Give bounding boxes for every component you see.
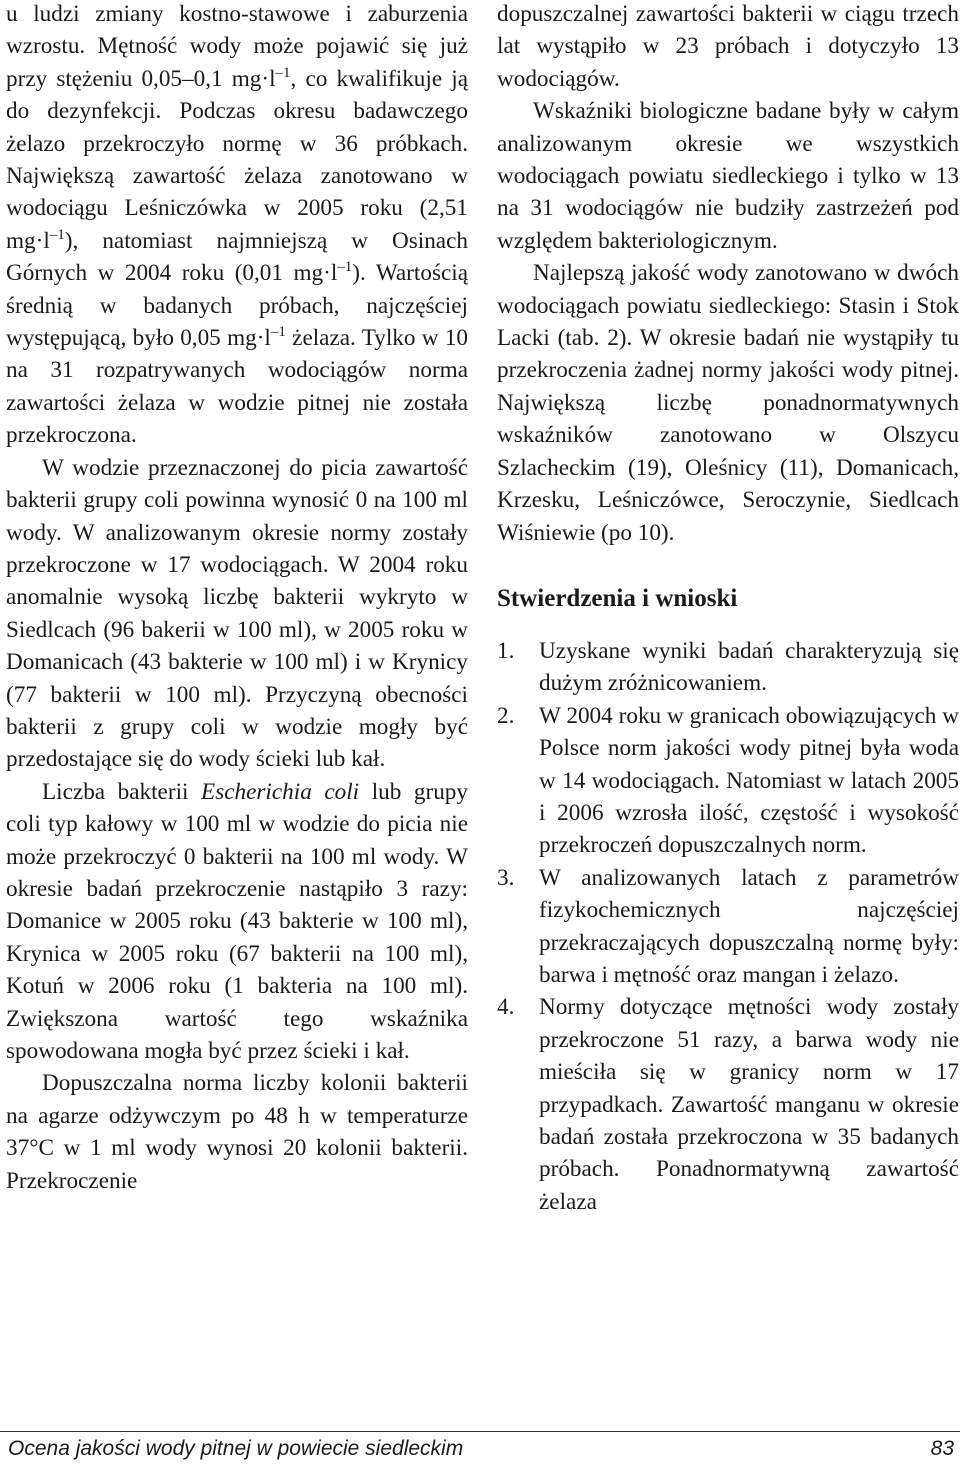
text-span: , co kwalifikuje ją do dezynfekcji. Podczas okresu badawczego żelazo przekroczyło normę w 36 próbkach. Największą zawartość żelaza zanotowano w wodociągu Leśniczówka w 2005 roku (2,51 mg·l	[6, 65, 468, 254]
item-number: 2.	[497, 702, 515, 729]
conclusion-item	[497, 700, 959, 862]
item-number: 3.	[497, 864, 515, 891]
paragraph-iron	[6, 0, 468, 452]
text-span: ). Wartością średnią w badanych próbach, najczęściej występującą, było 0,05 mg·l	[6, 260, 468, 352]
page-number: 83	[930, 1437, 954, 1460]
conclusions-list	[497, 635, 959, 1218]
superscript: –1	[337, 259, 353, 276]
conclusion-item	[497, 991, 959, 1218]
paragraph-biological-indicators: Wskaźniki biologiczne badane były w całym analizowanym okresie we wszystkich wodociągach powiatu siedleckiego i tylko w 13 na 31 wodociągów nie budziły zastrzeżeń pod względem bakteriologicznym.	[497, 98, 959, 254]
text-span: żelaza. Tylko w 10 na 31 rozpatrywanych wodociągów norma zawartości żelaza w wodzie pitnej nie została przekroczona.	[6, 325, 468, 449]
text-span: lub grupy coli typ kałowy w 100 ml w wodzie do picia nie może przekroczyć 0 bakterii na 100 ml wody. W okresie badań przekroczenie nastąpiło 3 razy: Domanice w 2005 roku (43 bakterie w 100 ml), Krynica w 2005 roku (67 bakterii na 100 ml), Kotuń w 2006 roku (1 bakteria na 100 ml). Zwiększona wartość tego wskaźnika spowodowana mogła być przez ścieki i kał.	[6, 778, 468, 1064]
section-heading: Stwierdzenia i wnioski	[497, 584, 738, 612]
paragraph-colony-norm: Dopuszczalna norma liczby kolonii bakterii na agarze odżywczym po 48 h w temperaturze 37°C w 1 ml wody wynosi 20 kolonii bakterii. Przekroczenie	[6, 1070, 468, 1194]
item-text: W 2004 roku w granicach obowiązujących w Polsce norm jakości wody pitnej była woda w 14 wodociągach. Natomiast w latach 2005 i 2006 wzrosła ilość, częstość i wysokość przekroczeń dopuszczalnych norm.	[539, 702, 959, 859]
text-span: u ludzi zmiany kostno-stawowe i zaburzenia wzrostu. Mętność wody może pojawić się już przy stężeniu 0,05–0,1 mg·l	[6, 1, 468, 92]
item-number: 1.	[497, 637, 515, 664]
left-column	[6, 0, 468, 1197]
paragraph-best-quality: Najlepszą jakość wody zanotowano w dwóch wodociągach powiatu siedleckiego: Stasin i Stok Lacki (tab. 2). W okresie badań nie wystąpiły tu przekroczenia żadnej normy jakości wody pitnej. Największą liczbę ponadnormatywnych wskaźników zanotowano w Olszycu Szlacheckim (19), Oleśnicy (11), Domanicach, Krzesku, Leśniczówce, Seroczynie, Siedlcach Wiśniewie (po 10).	[497, 260, 959, 546]
species-name: Escherichia coli	[201, 778, 360, 805]
text-span: ), natomiast najmniejszą w Osinach Górnych w 2004 roku (0,01 mg·l	[6, 227, 468, 287]
item-text: W analizowanych latach z parametrów fizykochemicznych najczęściej przekraczających dopuszczalną normę były: barwa i mętność oraz mangan i żelazo.	[539, 864, 959, 988]
superscript: –1	[270, 324, 286, 341]
footer-divider	[0, 1431, 960, 1432]
paragraph-coli-bacteria: W wodzie przeznaczonej do picia zawartość bakterii grupy coli powinna wynosić 0 na 100 ml wody. W analizowanym okresie normy zostały przekroczone w 17 wodociągach. W 2004 roku anomalnie wysoką liczbę bakterii wykryto w Siedlcach (96 bakerii w 100 ml), w 2005 roku w Domanicach (43 bakterie w 100 ml) i w Krynicy (77 bakterii w 100 ml). Przyczyną obecności bakterii z grupy coli w wodzie mogły być przedostające się do wody ścieki lub kał.	[6, 454, 468, 773]
paragraph-escherichia-coli	[6, 776, 468, 1068]
item-text: Normy dotyczące mętności wody zostały przekroczone 51 razy, a barwa wody nie mieściła się w granicy norm w 17 przypadkach. Zawartość manganu w okresie badań została przekroczona w 35 badanych próbach. Ponadnormatywną zawartość żelaza	[539, 994, 959, 1215]
paragraph-continuation: dopuszczalnej zawartości bakterii w ciągu trzech lat wystąpiło w 23 próbach i dotyczyło 13 wodociągów.	[497, 1, 959, 92]
running-footer-title: Ocena jakości wody pitnej w powiecie siedleckim	[8, 1437, 464, 1460]
item-text: Uzyskane wyniki badań charakteryzują się dużym zróżnicowaniem.	[539, 637, 959, 697]
conclusion-item	[497, 862, 959, 992]
superscript: –1	[49, 226, 65, 243]
superscript: –1	[275, 64, 291, 81]
item-number: 4.	[497, 994, 515, 1021]
text-span: Liczba bakterii	[42, 778, 202, 805]
right-column	[497, 0, 959, 1218]
conclusion-item	[497, 635, 959, 700]
